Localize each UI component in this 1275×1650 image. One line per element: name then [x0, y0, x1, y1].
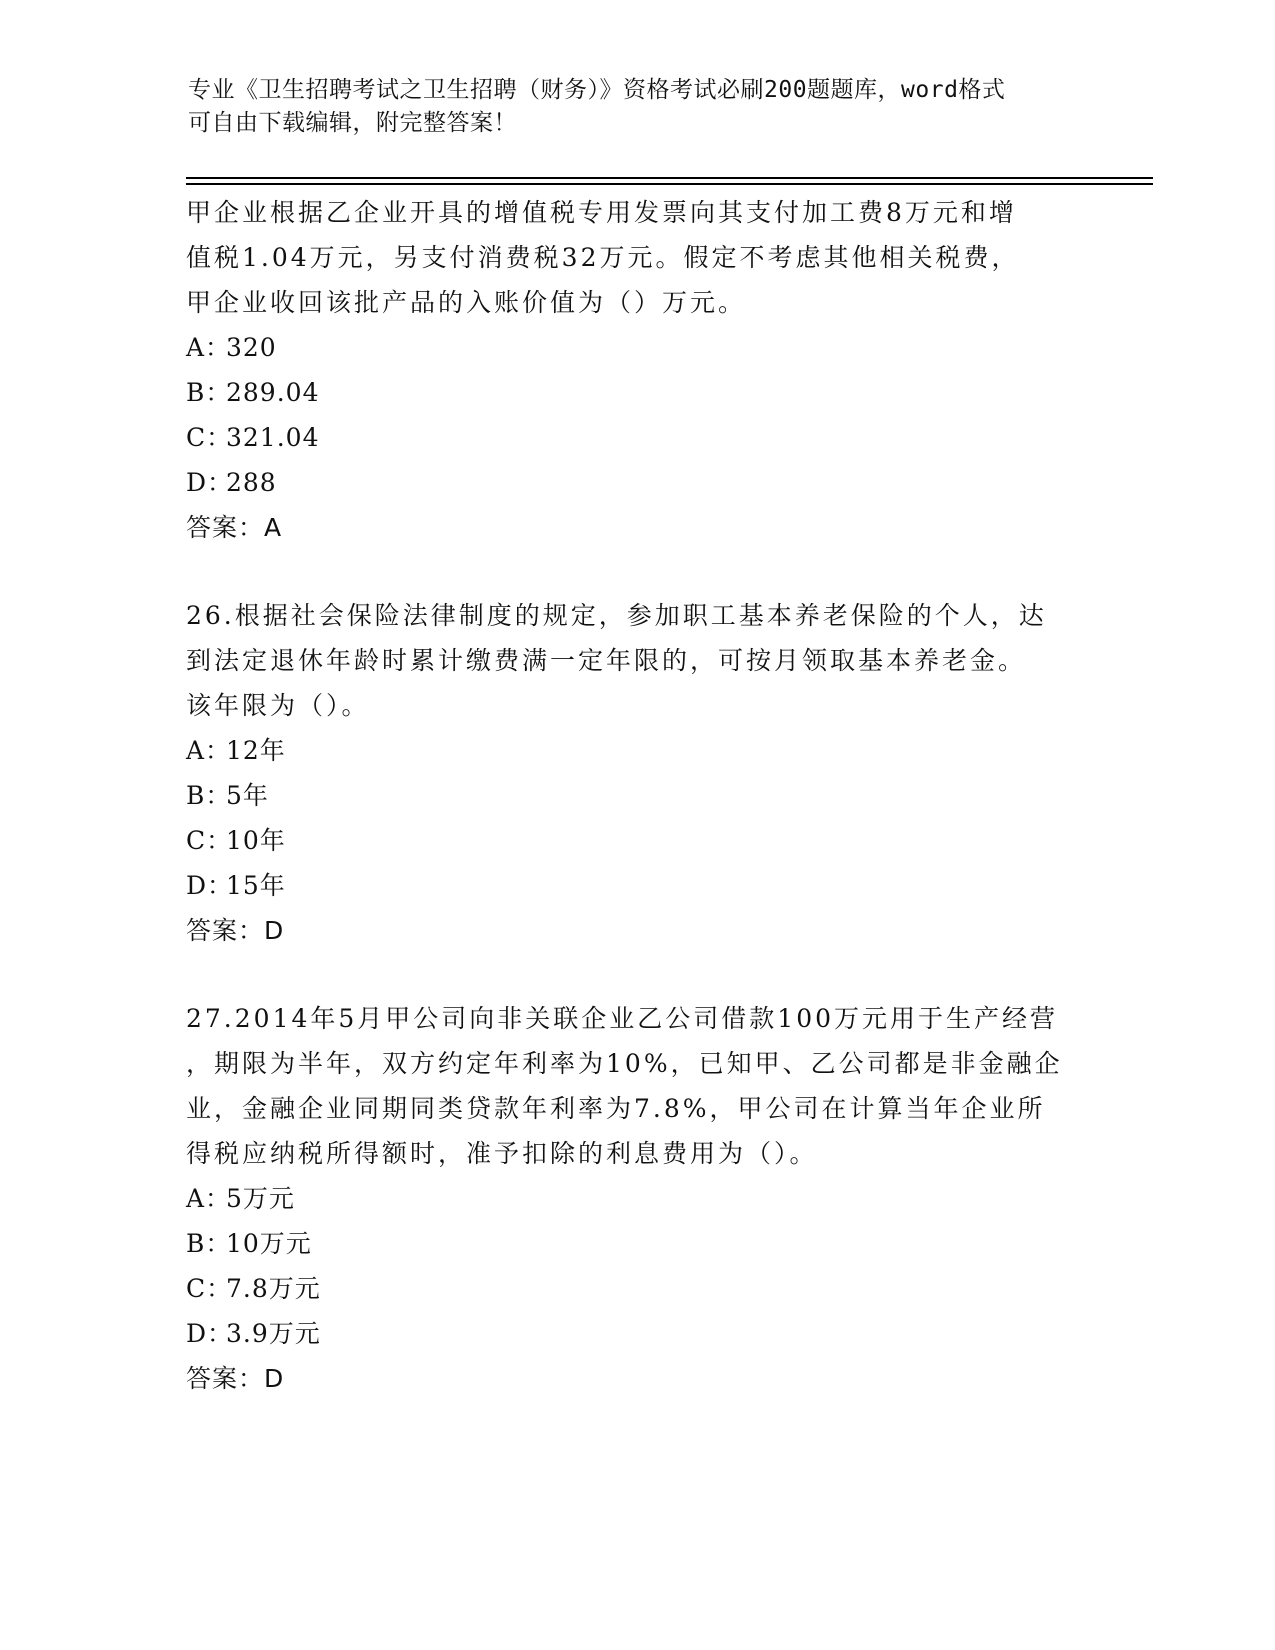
option-key: D： [186, 468, 234, 497]
stem-line: 甲企业收回该批产品的入账价值为（）万元。 [186, 288, 747, 317]
option-a [186, 1176, 1086, 1221]
header-divider-top [186, 177, 1153, 179]
option-key: C： [186, 1274, 233, 1303]
option-key: C： [186, 423, 233, 452]
question-item [186, 996, 1086, 1401]
option-key: A： [186, 333, 232, 362]
option-c [186, 1266, 1086, 1311]
stem-line: 得税应纳税所得额时，准予扣除的利息费用为（）。 [186, 1139, 818, 1168]
header-divider-bottom [186, 183, 1153, 185]
option-d [186, 460, 1086, 505]
answer-line: 答案：D [186, 1364, 285, 1393]
option-text: 7.8万元 [226, 1274, 321, 1303]
option-key: A： [186, 1184, 232, 1213]
option-text: 288 [226, 468, 277, 497]
option-a [186, 728, 1086, 773]
header-line-2: 可自由下载编辑，附完整答案！ [188, 110, 517, 136]
option-d [186, 1311, 1086, 1356]
option-key: A： [186, 736, 232, 765]
option-c [186, 818, 1086, 863]
option-b [186, 1221, 1086, 1266]
stem-line: ，期限为半年，双方约定年利率为10%，已知甲、乙公司都是非金融企 [186, 1049, 1063, 1078]
header-line-1: 专业《卫生招聘考试之卫生招聘（财务）》资格考试必刷200题题库，word格式 [188, 77, 1006, 103]
question-stem [186, 996, 1086, 1176]
stem-line: 值税1.04万元，另支付消费税32万元。假定不考虑其他相关税费， [186, 243, 1020, 272]
stem-line: 该年限为（）。 [186, 691, 370, 720]
question-stem [186, 190, 1086, 325]
option-key: D： [186, 871, 234, 900]
stem-line: 业，金融企业同期同类贷款年利率为7.8%，甲公司在计算当年企业所 [186, 1094, 1046, 1123]
stem-line: 26.根据社会保险法律制度的规定，参加职工基本养老保险的个人，达 [186, 601, 1047, 630]
option-key: C： [186, 826, 233, 855]
stem-line: 到法定退休年龄时累计缴费满一定年限的，可按月领取基本养老金。 [186, 646, 1027, 675]
option-text: 10万元 [226, 1229, 312, 1258]
option-text: 12年 [226, 736, 286, 765]
option-c [186, 415, 1086, 460]
stem-line: 27.2014年5月甲公司向非关联企业乙公司借款100万元用于生产经营 [186, 1004, 1059, 1033]
option-text: 5万元 [226, 1184, 295, 1213]
option-text: 289.04 [226, 378, 320, 407]
question-stem [186, 593, 1086, 728]
option-key: B： [186, 1229, 232, 1258]
option-b [186, 370, 1086, 415]
option-text: 15年 [226, 871, 286, 900]
option-key: B： [186, 378, 232, 407]
question-item [186, 593, 1086, 953]
stem-line: 甲企业根据乙企业开具的增值税专用发票向其支付加工费8万元和增 [186, 198, 1017, 227]
option-key: B： [186, 781, 232, 810]
answer-line: 答案：A [186, 513, 283, 542]
question-list [186, 190, 1086, 1401]
option-text: 3.9万元 [226, 1319, 321, 1348]
option-text: 5年 [226, 781, 269, 810]
option-key: D： [186, 1319, 234, 1348]
option-text: 321.04 [226, 423, 320, 452]
option-b [186, 773, 1086, 818]
question-item [186, 190, 1086, 550]
option-a [186, 325, 1086, 370]
answer-line: 答案：D [186, 916, 285, 945]
document-header [188, 74, 1088, 140]
option-text: 10年 [226, 826, 286, 855]
option-text: 320 [226, 333, 277, 362]
option-d [186, 863, 1086, 908]
